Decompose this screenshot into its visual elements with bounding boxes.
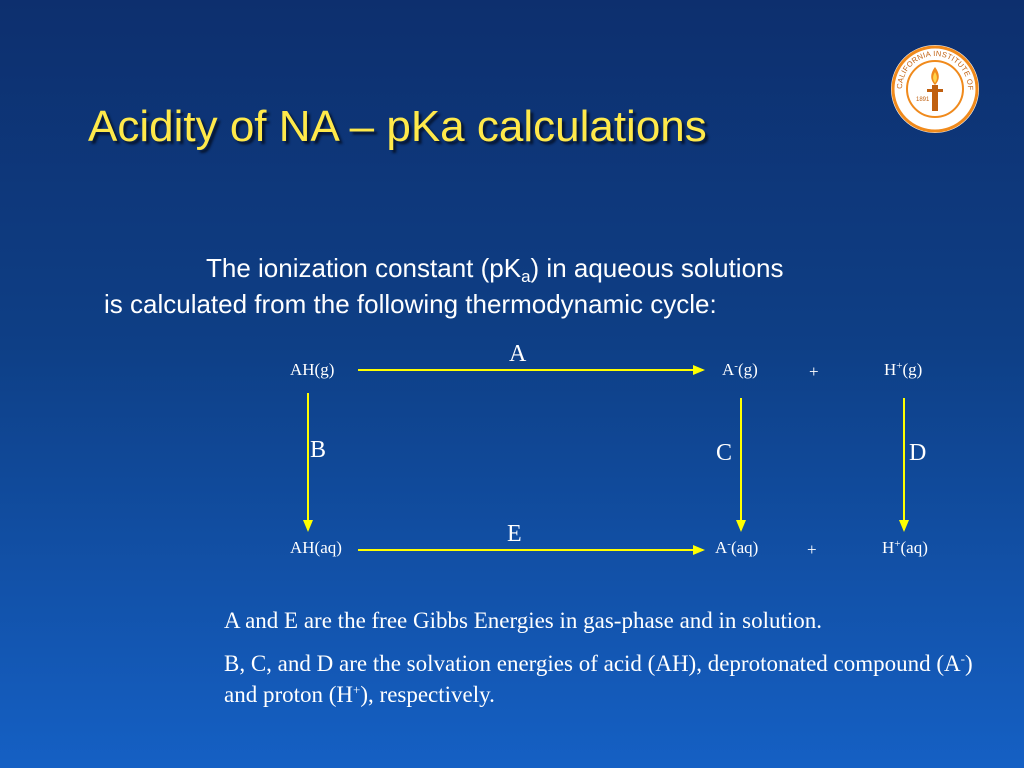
label-b: B: [310, 437, 327, 463]
intro-text-b: ) in aqueous solutions: [530, 253, 784, 283]
note-2-text-b: ) and proton (H: [224, 651, 973, 707]
label-a: A: [509, 341, 527, 367]
species-a-aq-phase: (aq): [730, 538, 759, 557]
species-a-aq-base: A: [715, 538, 728, 557]
species-h-aq-phase: (aq): [900, 538, 928, 557]
seal-year: 1891: [916, 97, 930, 103]
species-a-aq: [715, 538, 758, 558]
note-paragraph-1: A and E are the free Gibbs Energies in gas-phase and in solution.: [224, 608, 823, 633]
intro-text-a: The ionization constant (pK: [206, 253, 522, 283]
label-d: D: [909, 440, 927, 466]
slide-title: Acidity of NA – pKa calculations: [88, 102, 707, 151]
label-c: C: [716, 440, 733, 466]
note-2-text-a: B, C, and D are the solvation energies of acid (AH), deprotonated compound (A: [224, 651, 961, 676]
species-h-aq: [882, 538, 928, 558]
species-a-aq-charge: -: [727, 538, 731, 550]
notes-section: [224, 605, 1004, 722]
species-ah-aq: AH(aq): [290, 538, 342, 557]
plus-sign-aq: +: [807, 540, 817, 559]
intro-subscript-a: a: [521, 267, 531, 286]
intro-line-2: is calculated from the following thermodynamic cycle:: [104, 289, 717, 319]
species-h-aq-charge: +: [894, 538, 901, 550]
species-h-gas: [884, 360, 922, 380]
note-2-sup-1: -: [960, 651, 965, 666]
note-2-sup-2: +: [353, 682, 361, 697]
note-paragraph-2: [224, 648, 1004, 710]
species-h-gas-base: H: [884, 360, 897, 379]
species-a-gas-base: A: [722, 360, 735, 379]
plus-sign-gas: +: [809, 362, 819, 381]
label-e: E: [507, 521, 522, 547]
species-h-gas-phase: (g): [902, 360, 923, 379]
svg-text:CALIFORNIA INSTITUTE OF TECHNO: CALIFORNIA INSTITUTE OF: [894, 48, 976, 91]
species-h-aq-base: H: [882, 538, 895, 557]
note-2-text-c: ), respectively.: [360, 682, 495, 707]
species-a-gas-phase: (g): [737, 360, 758, 379]
species-a-gas-charge: -: [734, 360, 738, 372]
species-h-gas-charge: +: [896, 360, 903, 372]
species-a-gas: [722, 360, 758, 380]
species-ah-gas: AH(g): [290, 360, 335, 379]
